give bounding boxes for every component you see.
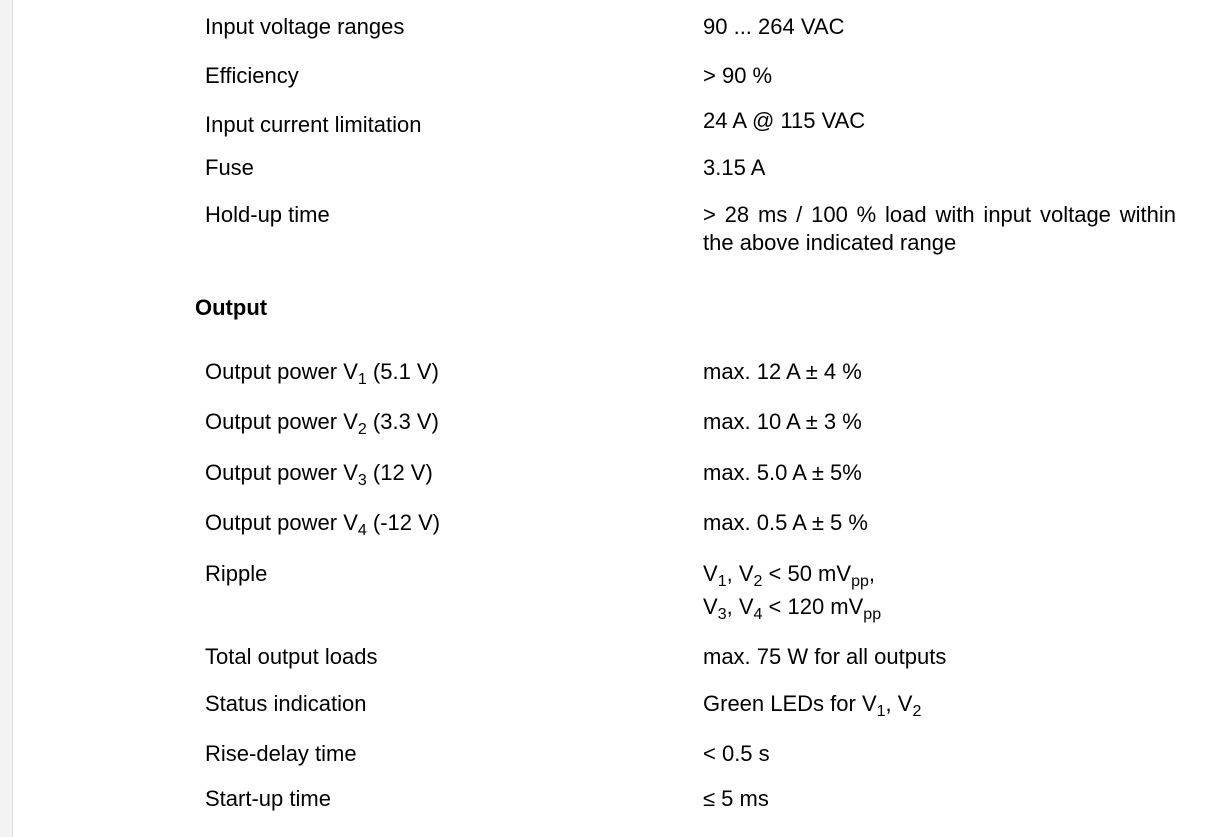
efficiency-label: Efficiency [205, 63, 299, 88]
output-v4-label-suffix: (-12 V) [366, 510, 441, 535]
ripple-l1-sub2: 2 [753, 573, 763, 590]
page-edge [0, 0, 13, 837]
output-v2-value: max. 10 A ± 3 % [703, 409, 862, 434]
ripple-l1-rest: < 50 mV [762, 561, 852, 586]
output-v2-label-suffix: (3.3 V) [366, 409, 439, 434]
ripple-l2-sub3: pp [863, 606, 882, 623]
ripple-l2-v: V [703, 594, 718, 619]
output-v3-label-suffix: (12 V) [366, 460, 433, 485]
status-indication-value [703, 690, 921, 718]
status-sub1: 1 [876, 703, 886, 720]
output-v3-subscript: 3 [357, 472, 367, 489]
output-v2-label [205, 408, 439, 436]
output-v1-subscript: 1 [357, 371, 367, 388]
output-v3-value: max. 5.0 A ± 5% [703, 460, 862, 485]
output-v4-label-prefix: Output power V [205, 510, 358, 535]
ripple-l2-mid: , V [726, 594, 754, 619]
output-v4-label [205, 509, 440, 537]
efficiency-value: > 90 % [703, 63, 773, 88]
ripple-l1-tail: , [868, 561, 875, 586]
ripple-value-line2 [703, 593, 881, 621]
ripple-l1-sub3: pp [851, 573, 869, 590]
output-v3-label-prefix: Output power V [205, 460, 358, 485]
input-voltage-value: 90 ... 264 VAC [703, 14, 845, 39]
output-heading: Output [195, 295, 268, 320]
ripple-l2-sub2: 4 [753, 606, 763, 623]
input-current-label: Input current limitation [205, 112, 422, 137]
fuse-label: Fuse [205, 155, 254, 180]
output-v2-label-prefix: Output power V [205, 409, 358, 434]
ripple-l2-sub1: 3 [717, 606, 727, 623]
ripple-l1-sub1: 1 [717, 573, 727, 590]
output-v1-value: max. 12 A ± 4 % [703, 359, 862, 384]
status-mid: , V [885, 691, 913, 716]
output-v4-subscript: 4 [357, 522, 367, 539]
ripple-value-line1 [703, 560, 875, 588]
rise-delay-label: Rise-delay time [205, 741, 357, 766]
output-v3-label [205, 459, 433, 487]
status-indication-label: Status indication [205, 691, 367, 716]
total-output-value: max. 75 W for all outputs [703, 644, 947, 669]
ripple-l1-v: V [703, 561, 718, 586]
input-current-value: 24 A @ 115 VAC [703, 108, 866, 133]
ripple-label: Ripple [205, 561, 268, 586]
input-voltage-label: Input voltage ranges [205, 14, 405, 39]
hold-up-value: > 28 ms / 100 % load with input voltage within the above indicated range [703, 202, 1176, 255]
total-output-label: Total output loads [205, 644, 378, 669]
output-v1-label-suffix: (5.1 V) [366, 359, 439, 384]
rise-delay-value: < 0.5 s [703, 741, 770, 766]
output-v4-value: max. 0.5 A ± 5 % [703, 510, 868, 535]
status-sub2: 2 [912, 703, 922, 720]
output-v1-label-prefix: Output power V [205, 359, 358, 384]
start-up-label: Start-up time [205, 786, 331, 811]
output-v2-subscript: 2 [357, 421, 367, 438]
output-v1-label [205, 358, 439, 386]
ripple-l2-rest: < 120 mV [762, 594, 864, 619]
status-value-prefix: Green LEDs for V [703, 691, 877, 716]
ripple-l1-mid: , V [726, 561, 754, 586]
hold-up-label: Hold-up time [205, 202, 330, 227]
start-up-value: ≤ 5 ms [703, 786, 769, 811]
fuse-value: 3.15 A [703, 155, 766, 180]
